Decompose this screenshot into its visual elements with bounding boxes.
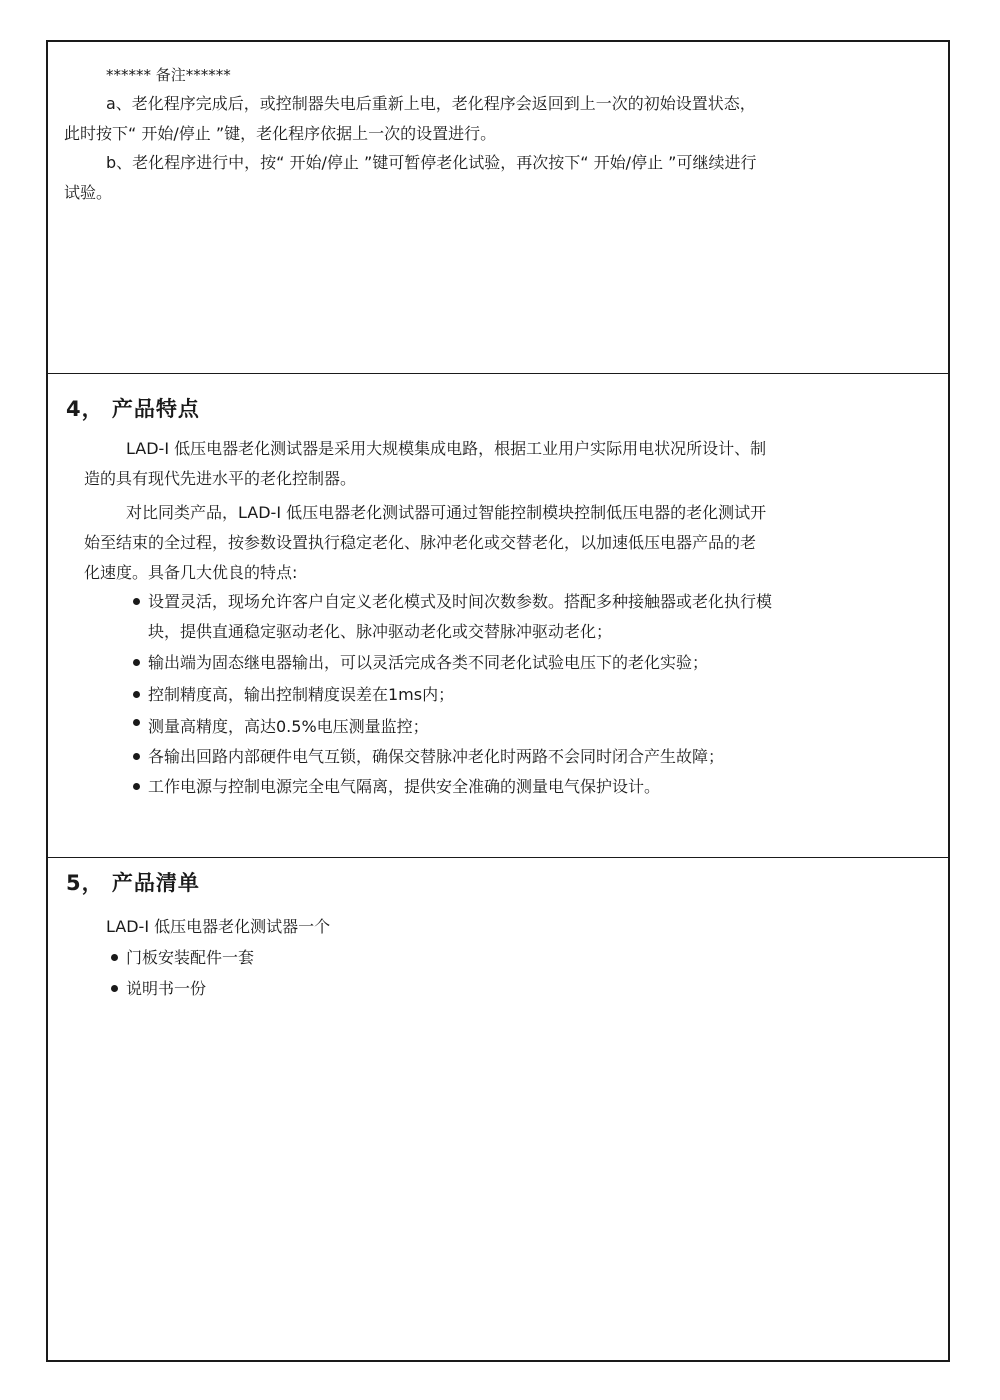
bullet-dot-icon xyxy=(133,691,140,698)
note-a-line2: 此时按下“ 开始/停止 ”键，老化程序依据上一次的设置进行。 xyxy=(64,124,497,143)
notes-section xyxy=(48,42,948,374)
feature-bullet1-line2: 块，提供直通稳定驱动老化、脉冲驱动老化或交替脉冲驱动老化； xyxy=(148,622,613,641)
note-b-line2: 试验。 xyxy=(64,183,113,202)
features-para2-line2: 始至结束的全过程，按参数设置执行稳定老化、脉冲老化或交替老化，以加速低压电器产品的老 xyxy=(84,533,757,552)
product-list-item1: 门板安装配件一套 xyxy=(126,948,255,967)
feature-bullet4: 测量高精度，高达0.5%电压测量监控； xyxy=(148,717,429,736)
feature-bullet1-line1: 设置灵活，现场允许客户自定义老化模式及时间次数参数。搭配多种接触器或老化执行模 xyxy=(148,592,773,611)
features-para2-line3: 化速度。具备几大优良的特点: xyxy=(84,563,298,582)
note-a-line1: a、老化程序完成后，或控制器失电后重新上电，老化程序会返回到上一次的初始设置状态， xyxy=(106,94,756,113)
features-heading: 4， 产品特点 xyxy=(66,397,200,421)
feature-bullet5: 各输出回路内部硬件电气互锁，确保交替脉冲老化时两路不会同时闭合产生故障； xyxy=(148,747,725,766)
bullet-dot-icon xyxy=(133,659,140,666)
bullet-dot-icon xyxy=(133,598,140,605)
bullet-dot-icon xyxy=(111,985,118,992)
feature-bullet2: 输出端为固态继电器输出，可以灵活完成各类不同老化试验电压下的老化实验； xyxy=(148,653,709,672)
features-para1-line1: LAD-I 低压电器老化测试器是采用大规模集成电路，根据工业用户实际用电状况所设计、制 xyxy=(126,439,767,458)
product-list-heading: 5， 产品清单 xyxy=(66,871,200,895)
features-section xyxy=(48,374,948,858)
document-frame xyxy=(46,40,950,1362)
product-list-section xyxy=(48,858,948,1360)
feature-bullet3: 控制精度高，输出控制精度误差在1ms内； xyxy=(148,685,455,704)
product-list-main-item: LAD-I 低压电器老化测试器一个 xyxy=(106,917,331,936)
product-list-item2: 说明书一份 xyxy=(126,979,207,998)
feature-bullet6: 工作电源与控制电源完全电气隔离，提供安全准确的测量电气保护设计。 xyxy=(148,777,661,796)
features-para2-line1: 对比同类产品，LAD-I 低压电器老化测试器可通过智能控制模块控制低压电器的老化测试开 xyxy=(126,503,767,522)
notes-title: ****** 备注****** xyxy=(106,66,231,84)
note-b-line1: b、老化程序进行中，按“ 开始/停止 ”键可暂停老化试验，再次按下“ 开始/停止 ”可继续进行 xyxy=(106,153,757,172)
bullet-dot-icon xyxy=(133,753,140,760)
bullet-dot-icon xyxy=(111,954,118,961)
bullet-dot-icon xyxy=(133,719,140,726)
features-para1-line2: 造的具有现代先进水平的老化控制器。 xyxy=(84,469,357,488)
bullet-dot-icon xyxy=(133,783,140,790)
